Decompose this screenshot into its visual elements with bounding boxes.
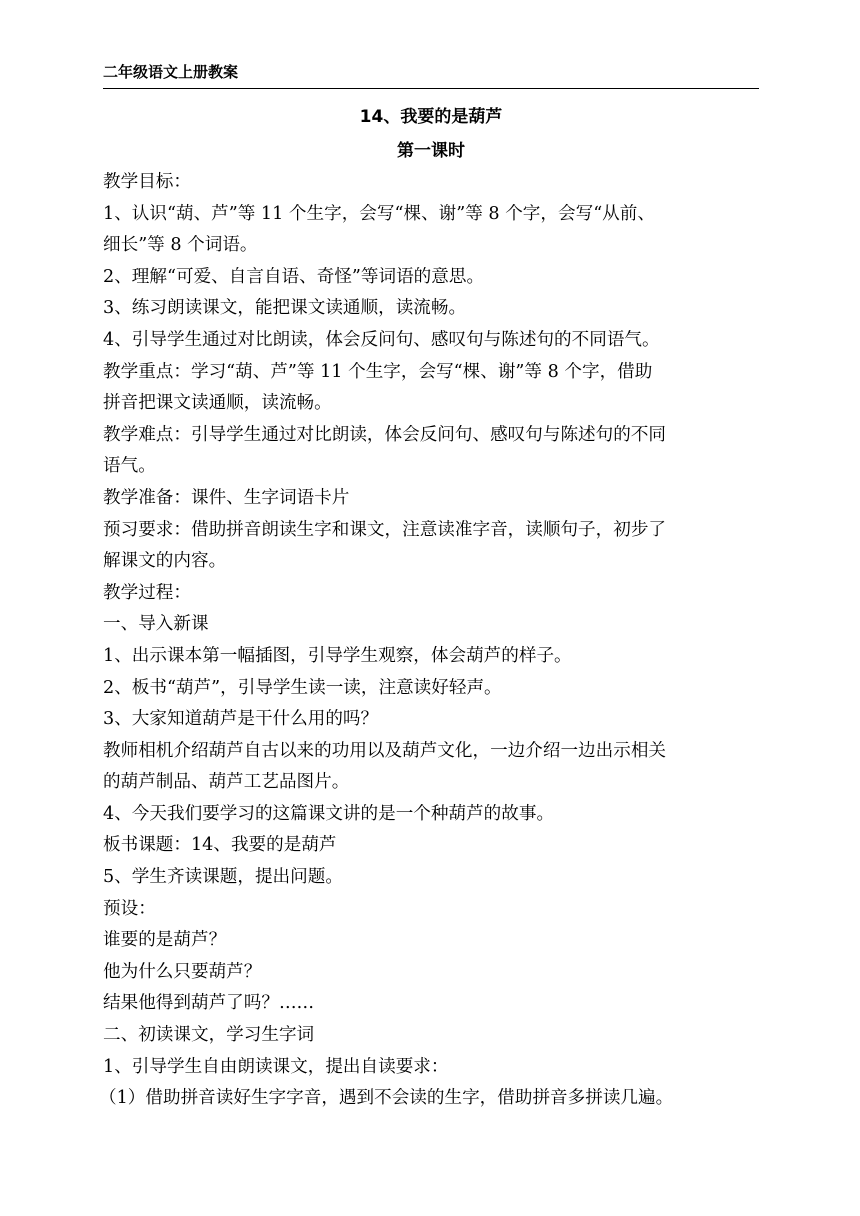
text-line: 教学过程： <box>103 582 191 603</box>
text-line: 教学难点：引导学生通过对比朗读，体会反问句、感叹句与陈述句的不同 <box>103 424 667 445</box>
text-line: 谁要的是葫芦？ <box>103 930 227 951</box>
text-line: 1、引导学生自由朗读课文，提出自读要求： <box>103 1056 449 1077</box>
text-line: 的葫芦制品、葫芦工艺品图片。 <box>103 772 350 793</box>
text-line: 拼音把课文读通顺，读流畅。 <box>103 393 332 414</box>
text-line: 2、板书“葫芦”，引导学生读一读，注意读好轻声。 <box>103 677 502 698</box>
text-line: 教学重点：学习“葫、芦”等 11 个生字，会写“棵、谢”等 8 个字，借助 <box>103 361 653 382</box>
lesson-title: 14、我要的是葫芦 <box>359 107 503 127</box>
lesson-subtitle: 第一课时 <box>397 141 465 161</box>
text-line: 3、练习朗读课文，能把课文读通顺，读流畅。 <box>103 298 467 319</box>
page-header <box>103 58 759 89</box>
text-line: 5、学生齐读课题，提出问题。 <box>103 867 343 888</box>
text-line: 解课文的内容。 <box>103 551 227 572</box>
document-body <box>99 167 759 1115</box>
text-line: 语气。 <box>103 456 156 477</box>
text-line: 2、理解“可爱、自言自语、奇怪”等词语的意思。 <box>103 266 485 287</box>
text-line: 1、出示课本第一幅插图，引导学生观察，体会葫芦的样子。 <box>103 645 572 666</box>
text-line: 1、认识“葫、芦”等 11 个生字，会写“棵、谢”等 8 个字，会写“从前、 <box>103 203 655 224</box>
text-line: 他为什么只要葫芦？ <box>103 961 262 982</box>
text-line: 教师相机介绍葫芦自古以来的功用以及葫芦文化，一边介绍一边出示相关 <box>103 740 667 761</box>
document-page <box>99 0 759 1216</box>
text-line: 板书课题：14、我要的是葫芦 <box>103 835 337 856</box>
text-line: 预习要求：借助拼音朗读生字和课文，注意读准字音，读顺句子，初步了 <box>103 519 667 540</box>
header-text: 二年级语文上册教案 <box>103 63 239 81</box>
text-line: 细长”等 8 个词语。 <box>103 235 258 256</box>
text-line: 二、初读课文，学习生字词 <box>103 1025 315 1046</box>
text-line: 一、导入新课 <box>103 614 209 635</box>
text-line: 4、今天我们要学习的这篇课文讲的是一个种葫芦的故事。 <box>103 803 555 824</box>
text-line: （1）借助拼音读好生字字音，遇到不会读的生字，借助拼音多拼读几遍。 <box>99 1088 674 1109</box>
text-line: 结果他得到葫芦了吗？…… <box>103 993 315 1014</box>
text-line: 教学目标： <box>103 172 191 192</box>
text-line: 预设： <box>103 898 156 919</box>
text-line: 教学准备：课件、生字词语卡片 <box>103 487 350 508</box>
text-line: 4、引导学生通过对比朗读，体会反问句、感叹句与陈述句的不同语气。 <box>103 329 660 350</box>
text-line: 3、大家知道葫芦是干什么用的吗？ <box>103 709 379 730</box>
